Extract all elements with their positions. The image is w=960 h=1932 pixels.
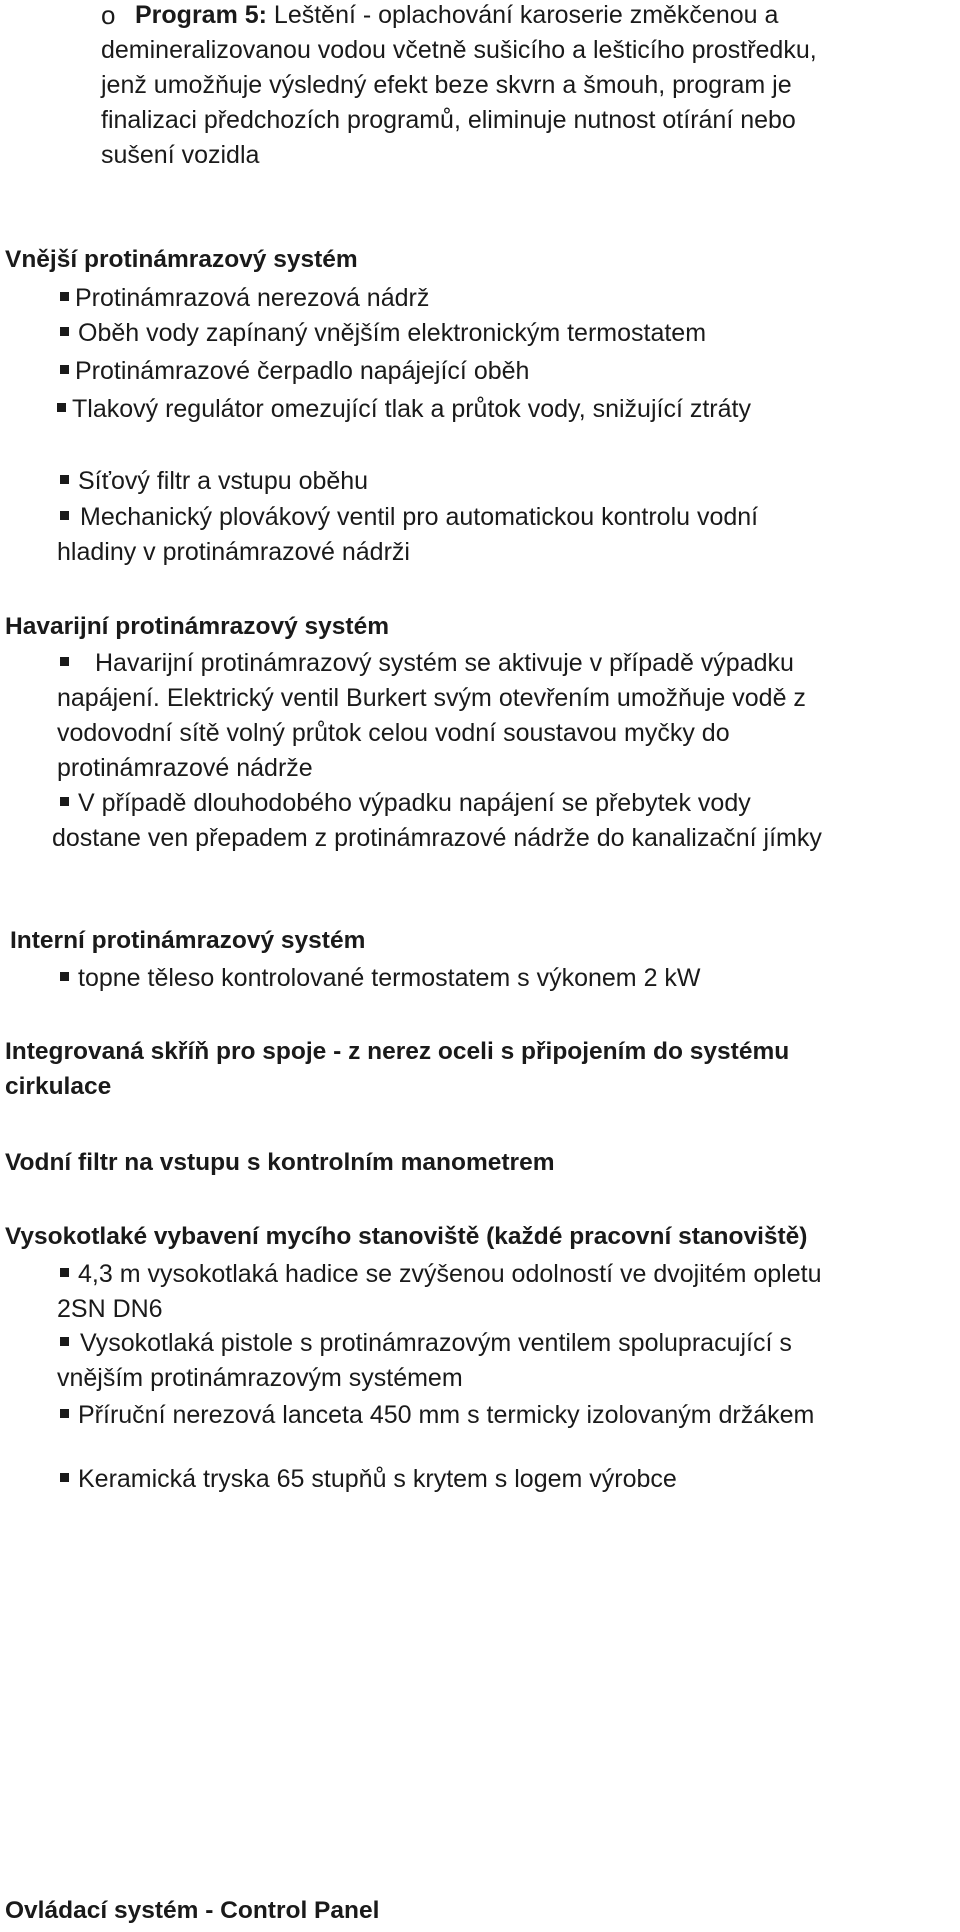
section-heading-outer: Vnější protinámrazový systém (5, 246, 358, 273)
emergency-item-1-line-1: Havarijní protinámrazový systém se aktivuje v případě výpadku (95, 649, 794, 677)
square-bullet-icon (60, 1337, 69, 1346)
internal-item-1: topne těleso kontrolované termostatem s výkonem 2 kW (78, 964, 701, 992)
hp-item-1-line-1: 4,3 m vysokotlaká hadice se zvýšenou odolností ve dvojitém opletu (78, 1260, 822, 1288)
section-heading-cabinet: Integrovaná skříň pro spoje - z nerez oceli s připojením do systému (5, 1038, 790, 1065)
section-heading-emergency: Havarijní protinámrazový systém (5, 613, 389, 640)
square-bullet-icon (60, 797, 69, 806)
outer-item-4: Tlakový regulátor omezující tlak a průtok vody, snižující ztráty (72, 395, 751, 423)
hp-item-4: Keramická tryska 65 stupňů s krytem s logem výrobce (78, 1465, 677, 1493)
emergency-item-2-line-1: V případě dlouhodobého výpadku napájení se přebytek vody (78, 789, 751, 817)
program5-text: Leštění - oplachování karoserie změkčenou a (266, 1, 779, 29)
square-bullet-icon (60, 657, 69, 666)
section-heading-control: Ovládací systém - Control Panel (5, 1897, 380, 1924)
square-bullet-icon (60, 365, 69, 374)
square-bullet-icon (60, 327, 69, 336)
outer-item-1: Protinámrazová nerezová nádrž (75, 284, 430, 312)
program5-label: Program 5: (135, 1, 267, 29)
hp-item-2-line-1: Vysokotlaká pistole s protinámrazovým ventilem spolupracující s (80, 1329, 792, 1357)
outer-item-6-continued: hladiny v protinámrazové nádrži (57, 538, 410, 566)
outer-item-3: Protinámrazové čerpadlo napájející oběh (75, 357, 530, 385)
program5-line-4: finalizaci předchozích programů, eliminuje nutnost otírání nebo (101, 106, 796, 134)
program5-line-2: demineralizovanou vodou včetně sušicího a lešticího prostředku, (101, 36, 817, 64)
emergency-item-1-line-2: napájení. Elektrický ventil Burkert svým otevřením umožňuje vodě z (57, 684, 806, 712)
outer-item-6: Mechanický plovákový ventil pro automatickou kontrolu vodní (80, 503, 759, 531)
emergency-item-1-line-3: vodovodní sítě volný průtok celou vodní soustavou myčky do (57, 719, 730, 747)
hp-item-3: Příruční nerezová lanceta 450 mm s termicky izolovaným držákem (78, 1401, 815, 1429)
square-bullet-icon (60, 511, 69, 520)
square-bullet-icon (57, 403, 66, 412)
square-bullet-icon (60, 1409, 69, 1418)
section-heading-filter: Vodní filtr na vstupu s kontrolním manometrem (5, 1149, 555, 1176)
square-bullet-icon (60, 1473, 69, 1482)
section-heading-internal: Interní protinámrazový systém (10, 927, 366, 954)
outer-item-2: Oběh vody zapínaný vnějším elektronickým termostatem (78, 319, 707, 347)
program5-line-1 (135, 0, 778, 30)
emergency-item-1-line-4: protinámrazové nádrže (57, 754, 313, 782)
program5-line-5: sušení vozidla (101, 141, 260, 169)
square-bullet-icon (60, 972, 69, 981)
hp-item-2-line-2: vnějším protinámrazovým systémem (57, 1364, 463, 1392)
outer-item-5: Síťový filtr a vstupu oběhu (78, 467, 369, 495)
list-bullet-circle: o (101, 0, 116, 30)
square-bullet-icon (60, 1268, 69, 1277)
emergency-item-2-line-2: dostane ven přepadem z protinámrazové nádrže do kanalizační jímky (52, 824, 822, 852)
program5-line-3: jenž umožňuje výsledný efekt beze skvrn a šmouh, program je (101, 71, 792, 99)
hp-item-1-line-2: 2SN DN6 (57, 1295, 163, 1323)
square-bullet-icon (60, 292, 69, 301)
square-bullet-icon (60, 475, 69, 484)
section-heading-cabinet-cont: cirkulace (5, 1073, 112, 1100)
section-heading-highpressure: Vysokotlaké vybavení mycího stanoviště (každé pracovní stanoviště) (5, 1223, 808, 1250)
